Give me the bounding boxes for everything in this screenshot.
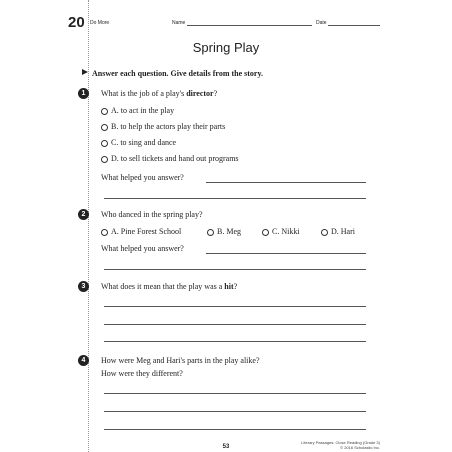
radio-icon[interactable]	[101, 156, 108, 163]
q2-option-b[interactable]: B. Meg	[207, 227, 241, 236]
q3-answer-line[interactable]	[104, 341, 366, 342]
instructions: Answer each question. Give details from the story.	[92, 69, 264, 78]
question-3-text: What does it mean that the play was a hit?	[101, 282, 238, 291]
q2-answer-line[interactable]	[206, 253, 366, 254]
question-4-number: 4	[78, 355, 89, 366]
q4-answer-line[interactable]	[104, 393, 366, 394]
footer-credit-line-2: © 2016 Scholastic Inc.	[340, 445, 380, 450]
q2-helped-label: What helped you answer?	[101, 244, 184, 253]
question-3-number: 3	[78, 281, 89, 292]
question-4-line-2: How were they different?	[101, 369, 183, 378]
radio-icon[interactable]	[262, 229, 269, 236]
q2-option-d[interactable]: D. Hari	[321, 227, 355, 236]
radio-icon[interactable]	[101, 229, 108, 236]
q3-answer-line[interactable]	[104, 306, 366, 307]
margin-dotted-line	[88, 0, 89, 452]
q4-answer-line[interactable]	[104, 411, 366, 412]
q1-option-b[interactable]: B. to help the actors play their parts	[101, 122, 225, 131]
q1-helped-label: What helped you answer?	[101, 173, 184, 182]
footer-page-number: 53	[222, 444, 230, 450]
q1-option-a[interactable]: A. to act in the play	[101, 106, 174, 115]
radio-icon[interactable]	[207, 229, 214, 236]
question-2-text: Who danced in the spring play?	[101, 210, 203, 219]
question-1-text: What is the job of a play's director?	[101, 89, 218, 98]
q1-option-c[interactable]: C. to sing and dance	[101, 138, 176, 147]
q2-option-c[interactable]: C. Nikki	[262, 227, 300, 236]
q3-answer-line[interactable]	[104, 324, 366, 325]
footer-credit	[300, 440, 380, 450]
question-4-line-1: How were Meg and Hari's parts in the play alike?	[101, 356, 260, 365]
question-1-number: 1	[78, 88, 89, 99]
date-field[interactable]	[328, 25, 380, 26]
radio-icon[interactable]	[101, 140, 108, 147]
footer-credit-line-1: Literary Passages: Close Reading (Grade 3)	[301, 440, 380, 445]
q1-answer-line[interactable]	[206, 182, 366, 183]
question-2-number: 2	[78, 209, 89, 220]
q1-answer-line[interactable]	[104, 198, 366, 199]
name-field[interactable]	[187, 25, 312, 26]
q1-option-d[interactable]: D. to sell tickets and hand out programs	[101, 154, 239, 163]
q4-answer-line[interactable]	[104, 429, 366, 430]
radio-icon[interactable]	[101, 124, 108, 131]
radio-icon[interactable]	[101, 108, 108, 115]
name-label: Name	[172, 20, 186, 26]
section-label: Do More	[90, 20, 110, 26]
page-number-badge: 20	[68, 14, 85, 31]
date-label: Date	[316, 20, 327, 26]
arrow-icon	[82, 69, 88, 75]
radio-icon[interactable]	[321, 229, 328, 236]
q2-option-a[interactable]: A. Pine Forest School	[101, 227, 181, 236]
page-title: Spring Play	[192, 40, 260, 55]
q2-answer-line[interactable]	[104, 269, 366, 270]
